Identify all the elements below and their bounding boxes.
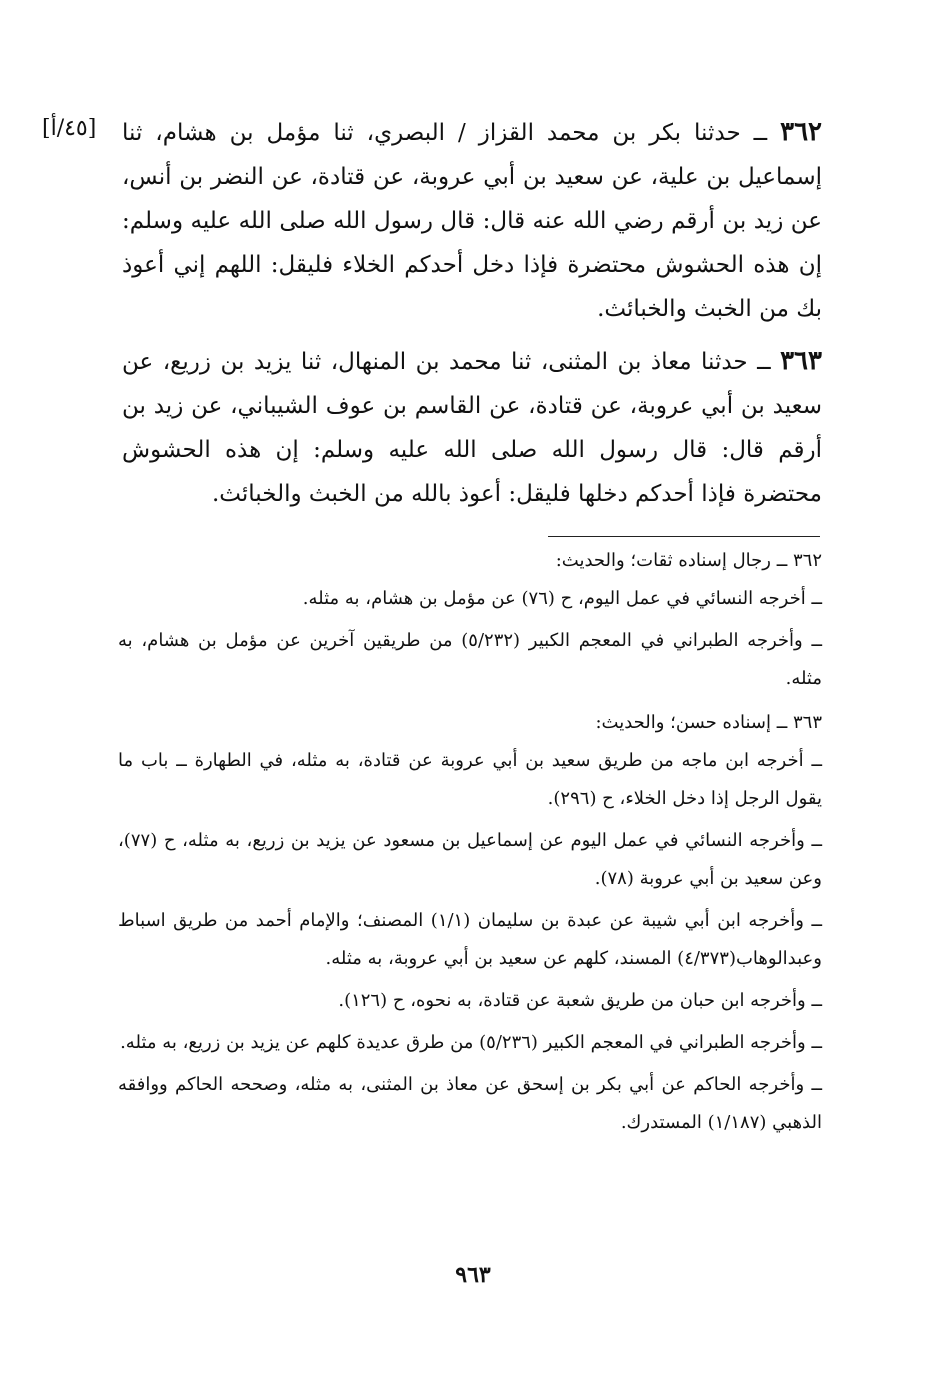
- footnote-heading-text: إسناده حسن؛ والحديث:: [595, 712, 771, 733]
- item-text: وأخرجه النسائي في عمل اليوم عن إسماعيل بن مسعود عن يزيد بن زريع، به مثله، ح (٧٧)، وعن سعيد بن أبي عروبة (٧٨).: [118, 830, 822, 889]
- footnote-item: [118, 822, 822, 898]
- item-dash: ــ: [811, 630, 822, 651]
- footnote-item: [118, 622, 822, 698]
- item-text: وأخرجه ابن حبان من طريق شعبة عن قتادة، به نحوه، ح (١٢٦).: [338, 990, 806, 1011]
- footnote-number: ٣٦٢: [792, 550, 822, 571]
- item-text: وأخرجه الطبراني في المعجم الكبير (٥/٢٣٦) من طرق عديدة كلهم عن يزيد بن زريع، به مثله.: [120, 1032, 806, 1053]
- main-text: [122, 110, 822, 524]
- item-text: أخرجه ابن ماجه من طريق سعيد بن أبي عروبة عن قتادة، به مثله، في الطهارة ــ باب ما يقول الرجل إذا دخل الخلاء، ح (٢٩٦).: [118, 750, 822, 809]
- footnote-separator: [548, 536, 820, 537]
- footnote-heading: [118, 704, 822, 742]
- footnote-item: [118, 742, 822, 818]
- hadith-dash: ــ: [757, 349, 771, 375]
- item-dash: ــ: [811, 750, 822, 771]
- footnote-item: [118, 1066, 822, 1142]
- hadith-text: حدثنا معاذ بن المثنى، ثنا محمد بن المنهال، ثنا يزيد بن زريع، عن سعيد بن أبي عروبة، عن قتادة، عن القاسم بن عوف الشيباني، عن زيد بن أرقم قال: قال رسول الله صلى الله عليه وسلم: إن هذه الحشوش محتضرة فإذا أحدكم دخلها فليقل: أعوذ بالله من الخبث والخبائث.: [122, 349, 823, 507]
- page-number: ٩٦٣: [455, 1262, 491, 1288]
- footnotes: [118, 542, 822, 1148]
- hadith-number: ٣٦٣: [780, 346, 822, 376]
- footnote-dash: ــ: [776, 550, 788, 571]
- footnote-dash: ــ: [776, 712, 788, 733]
- item-text: أخرجه النسائي في عمل اليوم، ح (٧٦) عن مؤمل بن هشام، به مثله.: [302, 588, 806, 609]
- item-dash: ــ: [811, 830, 822, 851]
- item-text: وأخرجه ابن أبي شيبة عن عبدة بن سليمان (١/١) المصنف؛ والإمام أحمد من طريق اسباط وعبدالوهاب(٤/٣٧٣) المسند، كلهم عن سعيد بن أبي عروبة، به مثله.: [118, 910, 822, 969]
- item-dash: ــ: [811, 910, 822, 931]
- hadith-text: حدثنا بكر بن محمد القزاز / البصري، ثنا مؤمل بن هشام، ثنا إسماعيل بن علية، عن سعيد بن أبي عروبة، عن قتادة، عن النضر بن أنس، عن زيد بن أرقم رضي الله عنه قال: قال رسول الله صلى الله عليه وسلم: إن هذه الحشوش محتضرة فإذا دخل أحدكم الخلاء فليقل: اللهم إني أعوذ بك من الخبث والخبائث.: [122, 120, 822, 322]
- item-dash: ــ: [811, 1074, 822, 1095]
- footnote-item: [118, 1024, 822, 1062]
- item-text: وأخرجه الحاكم عن أبي بكر بن إسحق عن معاذ بن المثنى، به مثله، وصححه الحاكم ووافقه الذهبي (١/١٨٧) المستدرك.: [118, 1074, 822, 1133]
- footnote-item: [118, 982, 822, 1020]
- footnote-number: ٣٦٣: [792, 712, 822, 733]
- footnote-heading-text: رجال إسناده ثقات؛ والحديث:: [555, 550, 771, 571]
- item-dash: ــ: [811, 1032, 822, 1053]
- hadith-paragraph: [122, 110, 822, 331]
- footnote-group: [118, 542, 822, 698]
- item-dash: ــ: [811, 990, 822, 1011]
- footnote-group: [118, 704, 822, 1142]
- item-dash: ــ: [811, 588, 822, 609]
- hadith-dash: ــ: [753, 120, 768, 146]
- footnote-item: [118, 902, 822, 978]
- manuscript-folio-reference: [٤٥/أ]: [42, 116, 97, 141]
- hadith-paragraph: [122, 339, 822, 516]
- footnote-heading: [118, 542, 822, 580]
- item-text: وأخرجه الطبراني في المعجم الكبير (٥/٢٣٢) من طريقين آخرين عن مؤمل بن هشام، به مثله.: [118, 630, 822, 689]
- hadith-number: ٣٦٢: [780, 117, 823, 147]
- footnote-item: [118, 580, 822, 618]
